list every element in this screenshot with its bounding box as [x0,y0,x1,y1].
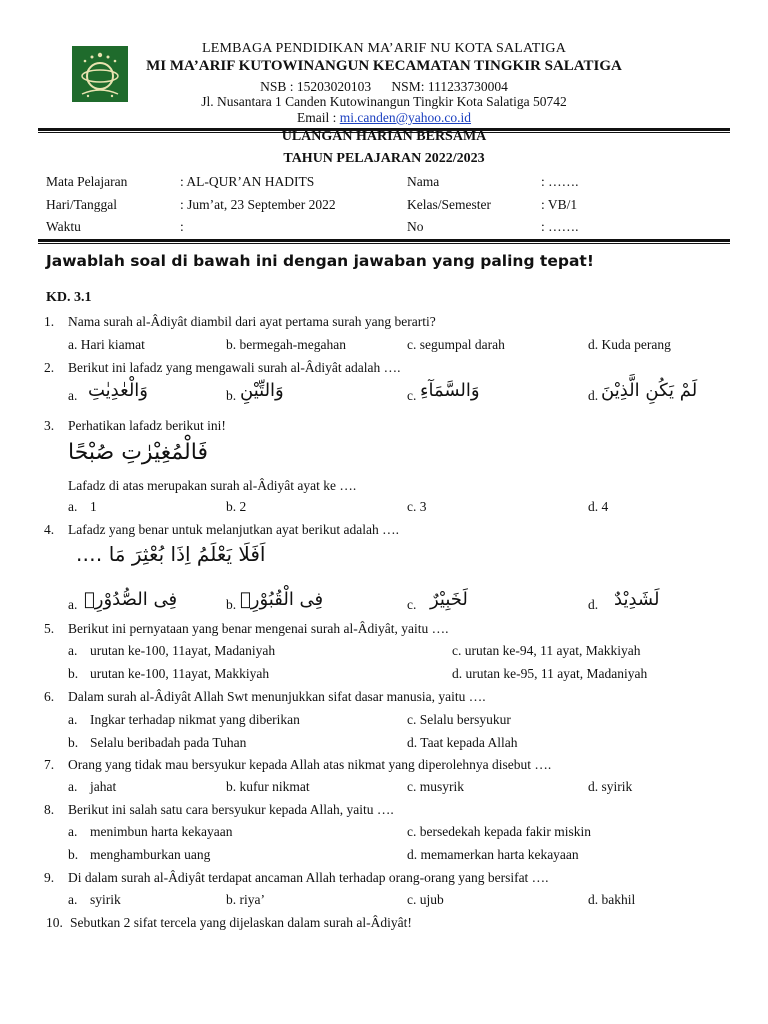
instruction: Jawablah soal di bawah ini dengan jawaban yang paling tepat! [46,252,594,270]
option-text: syirik [601,779,633,794]
q4-option-a-arabic: فِى الصُّدُوْرِۙ [84,589,178,610]
subject-value: : AL-QUR’AN HADITS [180,174,315,189]
option-letter: a. [68,892,78,907]
question-text: Berikut ini pernyataan yang benar mengenai surah al-Âdiyât, yaitu …. [68,621,449,636]
question-text: Dalam surah al-Âdiyât Allah Swt menunjukkan sifat dasar manusia, yaitu …. [68,689,486,704]
q8-option-b [68,847,210,863]
question-number: 10. [46,915,63,930]
option-letter: d. [588,337,599,352]
q5-option-b [68,666,269,682]
no-value: : ……. [541,219,579,234]
option-letter: a. [68,388,78,403]
q6-option-d [407,735,518,751]
option-letter: b. [226,499,237,514]
option-letter: b. [226,597,237,612]
option-text: 1 [90,499,97,514]
q9-option-b [226,892,265,908]
option-text: menimbun harta kekayaan [90,824,233,839]
q1-option-a [68,337,145,353]
option-text: urutan ke-95, 11 ayat, Madaniyah [465,666,648,681]
option-text: Hari kiamat [80,337,145,352]
question-text: Orang yang tidak mau bersyukur kepada Allah atas nikmat yang diperolehnya disebut …. [68,757,552,772]
q7-option-a [68,779,116,795]
q6-option-b [68,735,246,751]
q4-option-d [588,597,598,613]
q4-arabic-verse: اَفَلَا يَعْلَمُ اِذَا بُعْثِرَ مَا …. [76,542,266,566]
q5-option-d [452,666,647,682]
q7-option-c [407,779,464,795]
q1-option-c [407,337,505,353]
option-letter: d. [452,666,463,681]
option-letter: a. [68,499,78,514]
q1-option-b [226,337,346,353]
option-letter: d. [588,499,599,514]
date-label: Hari/Tanggal [46,197,118,212]
nsb-nsm: NSB : 15203020103 NSM: 111233730004 [260,79,508,94]
email-link[interactable]: mi.canden@yahoo.co.id [339,110,472,125]
exam-title: ULANGAN HARIAN BERSAMA [281,129,487,144]
question-1 [44,314,436,330]
question-text: Sebutkan 2 sifat tercela yang dijelaskan dalam surah al-Âdiyât! [70,915,412,930]
info-divider [38,239,730,242]
q2-option-b-arabic: وَالتِّيْنِ [240,380,284,401]
email-label: Email : [296,110,340,125]
option-letter: b. [68,847,79,862]
class-value: : VB/1 [541,197,578,212]
option-text: 2 [239,499,247,514]
question-6 [44,689,486,705]
option-text: Selalu beribadah pada Tuhan [90,735,247,750]
option-text: menghamburkan uang [90,847,211,862]
option-text: Selalu bersyukur [419,712,511,727]
time-label: Waktu [46,219,81,234]
name-label: Nama [407,174,440,189]
q9-option-d [588,892,635,908]
question-text: Lafadz yang benar untuk melanjutkan ayat berikut adalah …. [68,522,399,537]
info-divider-thin [38,243,730,244]
question-number: 6. [44,689,55,704]
option-text: jahat [90,779,117,794]
question-number: 7. [44,757,55,772]
q1-option-d [588,337,671,353]
question-number: 8. [44,802,55,817]
q5-option-c [452,643,640,659]
q3-option-a [68,499,97,515]
q3-option-d [588,499,608,515]
option-letter: b. [226,388,237,403]
q2-option-c [407,388,416,404]
option-text: Kuda perang [601,337,671,352]
q7-option-d [588,779,632,795]
question-2 [44,360,401,376]
question-number: 5. [44,621,55,636]
q4-option-d-arabic: لَشَدِيْدٌ [614,589,660,610]
q2-option-b [226,388,236,404]
q2-option-a-arabic: وَالْعٰدِيٰتِ [88,380,148,401]
option-letter: b. [226,779,237,794]
option-letter: d. [588,388,599,403]
option-letter: c. [452,643,462,658]
exam-year: TAHUN PELAJARAN 2022/2023 [283,151,485,166]
class-label: Kelas/Semester [407,197,491,212]
question-number: 9. [44,870,55,885]
option-letter: b. [226,337,237,352]
q4-option-a [68,597,77,613]
option-text: ujub [419,892,444,907]
option-letter: b. [68,735,79,750]
question-7 [44,757,551,773]
option-text: urutan ke-100, 11ayat, Makkiyah [90,666,270,681]
option-letter: c. [407,712,417,727]
q8-option-d [407,847,579,863]
org-name: LEMBAGA PENDIDIKAN MA’ARIF NU KOTA SALATIGA [201,41,567,56]
subject-label: Mata Pelajaran [46,174,128,189]
school-name: MI MA’ARIF KUTOWINANGUN KECAMATAN TINGKIR SALATIGA [146,58,622,74]
option-text: riya’ [239,892,265,907]
q9-option-a [68,892,121,908]
option-letter: a. [68,597,78,612]
question-text: Di dalam surah al-Âdiyât terdapat ancaman Allah terhadap orang-orang yang bersifat …. [68,870,549,885]
q2-option-d-arabic: لَمْ يَكُنِ الَّذِيْنَ [601,380,698,401]
question-number: 2. [44,360,55,375]
option-letter: a. [68,643,78,658]
option-letter: d. [588,779,599,794]
no-label: No [407,219,424,234]
option-letter: c. [407,892,417,907]
question-8 [44,802,394,818]
option-text: syirik [90,892,121,907]
option-letter: b. [68,666,79,681]
option-letter: c. [407,499,417,514]
option-letter: a. [68,337,78,352]
option-letter: a. [68,824,78,839]
kd-label: KD. 3.1 [46,290,92,305]
option-text: Ingkar terhadap nikmat yang diberikan [90,712,300,727]
question-5 [44,621,449,637]
option-text: bersedekah kepada fakir miskin [419,824,592,839]
option-text: segumpal darah [419,337,505,352]
option-letter: d. [407,847,418,862]
option-text: urutan ke-100, 11ayat, Madaniyah [90,643,276,658]
option-text: kufur nikmat [239,779,310,794]
question-number: 4. [44,522,55,537]
question-4 [44,522,399,538]
option-letter: c. [407,779,417,794]
question-3 [44,418,226,434]
option-text: 4 [601,499,609,514]
question-text: Nama surah al-Âdiyât diambil dari ayat pertama surah yang berarti? [68,314,436,329]
q3-arabic-verse: فَالْمُغِيْرٰتِ صُبْحًا [68,440,208,465]
q2-option-a [68,388,77,404]
q2-option-c-arabic: وَالسَّمَآءِ [420,380,480,401]
option-letter: a. [68,779,78,794]
q4-option-b-arabic: فِى الْقُبُوْرِۙ [240,589,324,610]
option-letter: a. [68,712,78,727]
question-text: Berikut ini salah satu cara bersyukur kepada Allah, yaitu …. [68,802,394,817]
question-9 [44,870,549,886]
question-number: 3. [44,418,55,433]
school-address: Jl. Nusantara 1 Canden Kutowinangun Tingkir Kota Salatiga 50742 [201,94,567,109]
option-letter: c. [407,824,417,839]
q8-option-c [407,824,591,840]
option-letter: c. [407,597,417,612]
q3-option-c [407,499,427,515]
option-letter: d. [588,892,599,907]
option-letter: d. [407,735,418,750]
name-value: : ……. [541,174,579,189]
q6-option-a [68,712,300,728]
option-letter: c. [407,337,417,352]
option-letter: c. [407,388,417,403]
time-value: : [180,219,184,234]
q3-option-b [226,499,246,515]
q3-text-2: Lafadz di atas merupakan surah al-Âdiyât ayat ke …. [68,478,357,493]
q8-option-a [68,824,232,840]
option-text: Taat kepada Allah [420,735,518,750]
option-text: memamerkan harta kekayaan [420,847,579,862]
question-text: Berikut ini lafadz yang mengawali surah al-Âdiyât adalah …. [68,360,401,375]
q5-option-a [68,643,275,659]
option-text: musyrik [419,779,465,794]
option-text: bermegah-megahan [239,337,346,352]
question-10 [46,915,412,931]
option-letter: d. [588,597,599,612]
option-text: bakhil [601,892,636,907]
q4-option-c-arabic: لَخَبِيْرٌ [430,589,468,610]
q6-option-c [407,712,511,728]
q9-option-c [407,892,444,908]
date-value: : Jum’at, 23 September 2022 [180,197,336,212]
question-number: 1. [44,314,55,329]
email-line [0,110,768,126]
question-text: Perhatikan lafadz berikut ini! [68,418,226,433]
option-text: 3 [419,499,427,514]
q4-option-b [226,597,236,613]
q4-option-c [407,597,416,613]
q7-option-b [226,779,310,795]
q2-option-d [588,388,598,404]
option-text: urutan ke-94, 11 ayat, Makkiyah [464,643,641,658]
option-letter: b. [226,892,237,907]
